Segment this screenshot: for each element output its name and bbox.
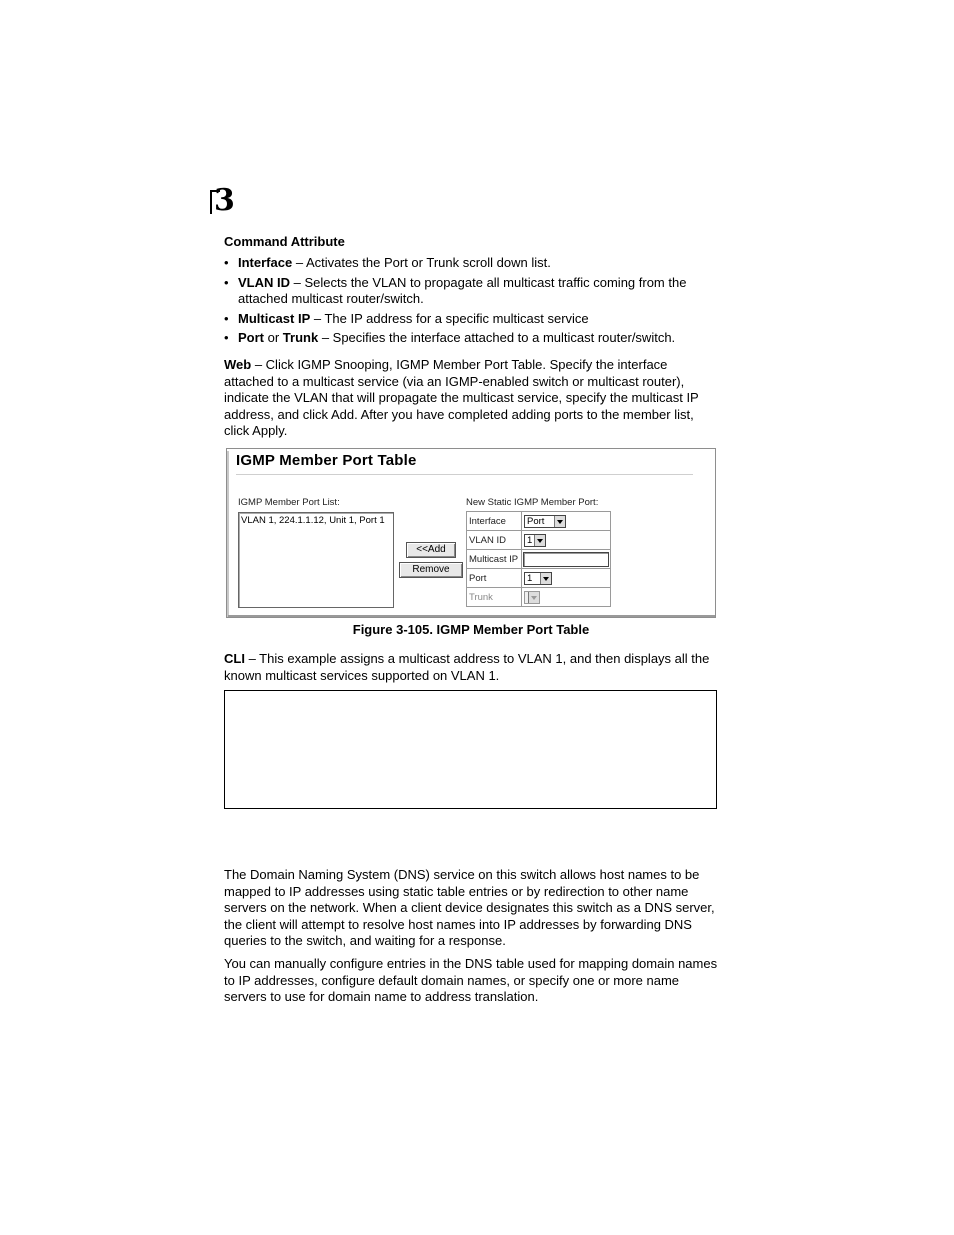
dns-paragraph-1: The Domain Naming System (DNS) service on this switch allows host names to be mapped to IP addresses using static table entries or by redirection to other name servers on the network. When a client device designates this switch as a DNS server, the client will attempt to resolve host names into IP addresses by forwarding DNS queries to the switch, and waiting for a response. [224, 867, 715, 948]
igmp-member-port-table-screenshot [226, 448, 716, 618]
description: – Specifies the interface attached to a multicast router/switch. [318, 330, 676, 345]
add-button[interactable]: <<Add [406, 542, 456, 558]
trunk-label: Trunk [467, 588, 522, 607]
term: Interface [238, 255, 293, 270]
chevron-down-icon [554, 516, 565, 527]
list-item: • Interface – Activates the Port or Trunk scroll down list. [224, 255, 551, 270]
select-value: Port [527, 515, 545, 527]
interface-select[interactable] [524, 515, 566, 528]
chapter-bracket [210, 190, 212, 214]
cli-label: CLI [224, 651, 245, 666]
new-static-label: New Static IGMP Member Port: [466, 497, 599, 508]
member-list-label: IGMP Member Port List: [238, 497, 340, 508]
remove-button[interactable]: Remove [399, 562, 463, 578]
member-port-listbox[interactable] [238, 512, 394, 608]
chevron-down-icon [534, 535, 545, 546]
command-attribute-heading: Command Attribute [224, 234, 345, 249]
term: Port [238, 330, 264, 345]
figure-edge [227, 451, 229, 617]
chapter-marker [210, 183, 240, 218]
multicast-ip-label: Multicast IP [467, 550, 522, 569]
multicast-ip-input[interactable] [523, 552, 609, 567]
dns-paragraph-2: You can manually configure entries in the DNS table used for mapping domain names to IP addresses, configure default domain names, or specify one or more name servers to use for domain name to address translation. [224, 956, 718, 1004]
list-item[interactable]: VLAN 1, 224.1.1.12, Unit 1, Port 1 [241, 515, 385, 526]
figure-caption: Figure 3-105. IGMP Member Port Table [352, 622, 590, 637]
divider [236, 474, 693, 475]
port-label: Port [467, 569, 522, 588]
trunk-select[interactable] [524, 591, 540, 604]
description: – Activates the Port or Trunk scroll down list. [292, 255, 551, 270]
web-paragraph [224, 357, 718, 440]
vlan-id-select[interactable] [524, 534, 546, 547]
description: – The IP address for a specific multicast service [310, 310, 589, 326]
description: – Selects the VLAN to propagate all multicast traffic coming from the attached multicast router/switch. [238, 274, 687, 306]
attribute-list [224, 255, 718, 350]
list-item: • VLAN ID – Selects the VLAN to propagate all multicast traffic coming from the attached multicast router/switch. [224, 274, 687, 306]
cli-text: – This example assigns a multicast address to VLAN 1, and then displays all the known multicast services supported on VLAN 1. [224, 651, 710, 683]
connector: or [264, 330, 283, 345]
vlan-id-label: VLAN ID [467, 531, 522, 550]
figure-edge [228, 615, 715, 617]
new-member-form [466, 511, 611, 607]
port-select[interactable] [524, 572, 552, 585]
figure-title: IGMP Member Port Table [236, 452, 417, 469]
web-label: Web [224, 357, 252, 372]
chevron-down-icon [540, 573, 551, 584]
list-item: • Port or Trunk – Specifies the interface attached to a multicast router/switch. [224, 330, 676, 345]
chapter-number: 3 [214, 183, 235, 218]
list-item: • Multicast IP – The IP address for a specific multicast service [224, 310, 589, 326]
term: Trunk [282, 330, 319, 345]
select-value: 1 [527, 572, 533, 584]
web-text: – Click IGMP Snooping, IGMP Member Port Table. Specify the interface attached to a multicast service (via an IGMP-enabled switch or multicast router), indicate the VLAN that will propagate the multicast service, specify the multicast IP address, and click Add. After you have completed adding ports to the member list, click Apply. [224, 357, 699, 438]
chevron-down-icon [528, 592, 539, 603]
term: Multicast IP [238, 310, 311, 326]
term: VLAN ID [238, 274, 290, 290]
cli-example-box [224, 690, 717, 809]
cli-paragraph [224, 651, 718, 684]
select-value: 1 [527, 534, 533, 546]
interface-label: Interface [467, 512, 522, 531]
